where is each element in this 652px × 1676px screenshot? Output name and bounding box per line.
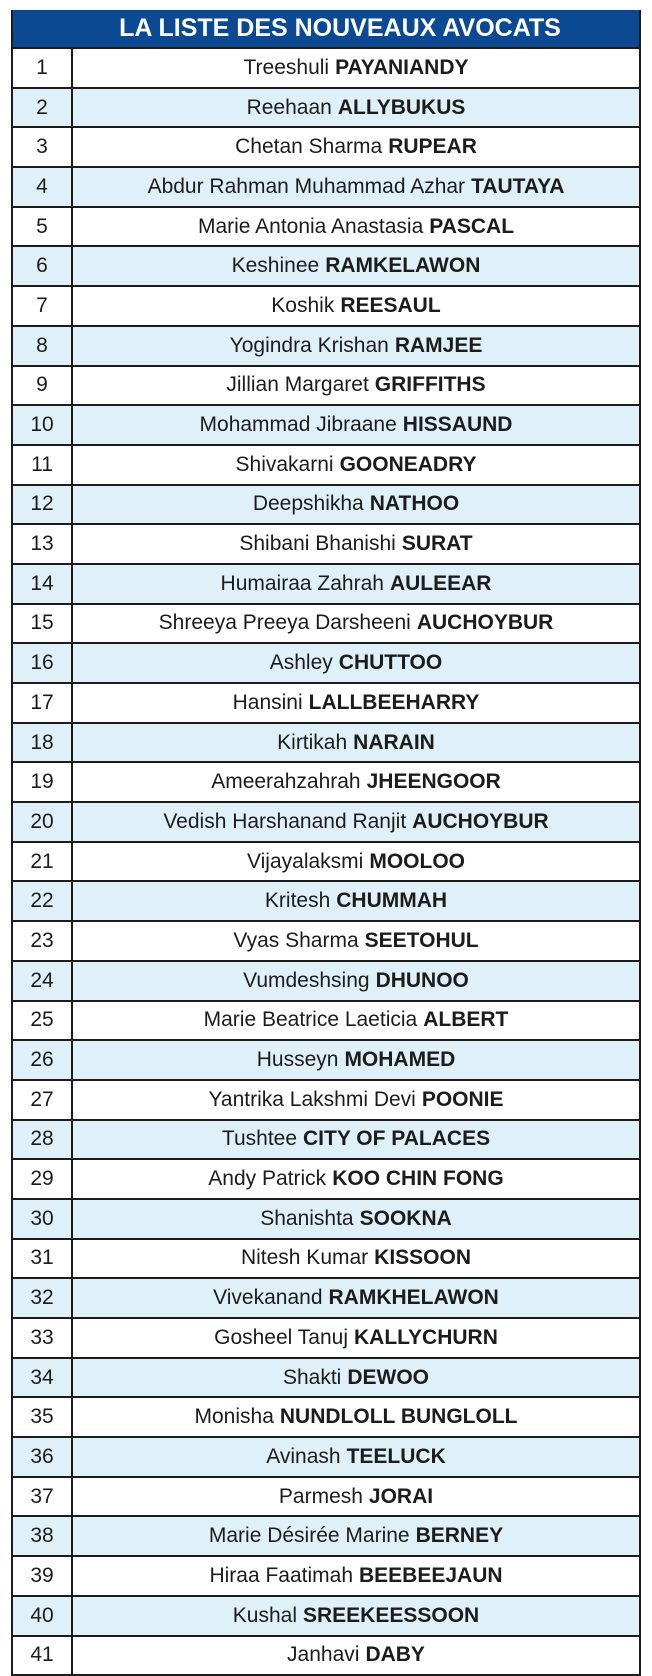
lawyer-name <box>73 843 639 881</box>
row-number: 15 <box>13 605 73 643</box>
lawyer-name <box>73 1438 639 1476</box>
lawyer-name <box>73 486 639 524</box>
given-names: Ashley <box>270 651 333 675</box>
surname: AUCHOYBUR <box>417 611 554 635</box>
lawyer-name <box>73 1160 639 1198</box>
lawyer-name <box>73 1359 639 1397</box>
table-row <box>13 605 639 645</box>
lawyer-name <box>73 1398 639 1436</box>
given-names: Koshik <box>271 294 334 318</box>
row-number: 30 <box>13 1200 73 1238</box>
surname: DABY <box>365 1643 425 1667</box>
surname: HISSAUND <box>403 413 513 437</box>
surname: AULEEAR <box>390 572 492 596</box>
surname: SEETOHUL <box>365 929 479 953</box>
lawyers-list-table <box>11 10 641 1676</box>
row-number: 39 <box>13 1557 73 1595</box>
table-row <box>13 49 639 89</box>
given-names: Husseyn <box>257 1048 339 1072</box>
lawyer-name <box>73 684 639 722</box>
table-row <box>13 1398 639 1438</box>
table-row <box>13 684 639 724</box>
table-row <box>13 1160 639 1200</box>
lawyer-name <box>73 1081 639 1119</box>
surname: RAMJEE <box>395 334 483 358</box>
surname: NATHOO <box>370 492 459 516</box>
table-row <box>13 1121 639 1161</box>
surname: LALLBEEHARRY <box>309 691 480 715</box>
given-names: Tushtee <box>222 1127 297 1151</box>
table-row <box>13 367 639 407</box>
given-names: Kushal <box>233 1604 297 1628</box>
given-names: Nitesh Kumar <box>241 1246 368 1270</box>
given-names: Andy Patrick <box>208 1167 326 1191</box>
surname: ALBERT <box>423 1008 508 1032</box>
row-number: 9 <box>13 367 73 405</box>
given-names: Vumdeshsing <box>243 969 369 993</box>
lawyer-name <box>73 247 639 285</box>
given-names: Shivakarni <box>236 453 334 477</box>
lawyer-name <box>73 605 639 643</box>
row-number: 29 <box>13 1160 73 1198</box>
surname: GRIFFITHS <box>375 373 486 397</box>
row-number: 3 <box>13 128 73 166</box>
surname: TAUTAYA <box>471 175 564 199</box>
lawyer-name <box>73 1240 639 1278</box>
given-names: Yogindra Krishan <box>230 334 389 358</box>
table-row <box>13 327 639 367</box>
table-row <box>13 525 639 565</box>
given-names: Gosheel Tanuj <box>214 1326 348 1350</box>
lawyer-name <box>73 1041 639 1079</box>
row-number: 34 <box>13 1359 73 1397</box>
lawyer-name <box>73 1597 639 1635</box>
row-number: 2 <box>13 89 73 127</box>
given-names: Humairaa Zahrah <box>221 572 384 596</box>
surname: SOOKNA <box>360 1207 452 1231</box>
row-number: 8 <box>13 327 73 365</box>
lawyer-name <box>73 406 639 444</box>
surname: CHUTTOO <box>339 651 442 675</box>
surname: JORAI <box>369 1485 433 1509</box>
lawyer-name <box>73 168 639 206</box>
lawyer-name <box>73 49 639 87</box>
row-number: 12 <box>13 486 73 524</box>
row-number: 14 <box>13 565 73 603</box>
given-names: Marie Beatrice Laeticia <box>204 1008 418 1032</box>
row-number: 10 <box>13 406 73 444</box>
table-row <box>13 1200 639 1240</box>
lawyer-name <box>73 644 639 682</box>
row-number: 20 <box>13 803 73 841</box>
lawyer-name <box>73 1002 639 1040</box>
table-row <box>13 843 639 883</box>
surname: DEWOO <box>347 1366 429 1390</box>
table-row <box>13 1240 639 1280</box>
lawyer-name <box>73 208 639 246</box>
given-names: Jillian Margaret <box>226 373 368 397</box>
table-row <box>13 446 639 486</box>
table-row <box>13 1438 639 1478</box>
lawyer-name <box>73 922 639 960</box>
given-names: Reehaan <box>247 96 332 120</box>
row-number: 38 <box>13 1517 73 1555</box>
given-names: Shreeya Preeya Darsheeni <box>159 611 411 635</box>
table-row <box>13 565 639 605</box>
row-number: 21 <box>13 843 73 881</box>
surname: RAMKHELAWON <box>329 1286 499 1310</box>
table-row <box>13 803 639 843</box>
table-row <box>13 1279 639 1319</box>
given-names: Chetan Sharma <box>235 135 382 159</box>
row-number: 24 <box>13 962 73 1000</box>
surname: GOONEADRY <box>340 453 477 477</box>
given-names: Deepshikha <box>253 492 364 516</box>
table-row <box>13 1319 639 1359</box>
surname: RUPEAR <box>388 135 477 159</box>
given-names: Vyas Sharma <box>233 929 358 953</box>
table-row <box>13 1359 639 1399</box>
surname: BERNEY <box>416 1524 504 1548</box>
row-number: 18 <box>13 724 73 762</box>
table-row <box>13 1002 639 1042</box>
row-number: 16 <box>13 644 73 682</box>
given-names: Parmesh <box>279 1485 363 1509</box>
lawyer-name <box>73 128 639 166</box>
surname: MOHAMED <box>344 1048 455 1072</box>
lawyer-name <box>73 962 639 1000</box>
given-names: Treeshuli <box>243 56 329 80</box>
lawyer-name <box>73 327 639 365</box>
table-row <box>13 724 639 764</box>
row-number: 37 <box>13 1478 73 1516</box>
given-names: Kirtikah <box>277 731 347 755</box>
lawyer-name <box>73 1557 639 1595</box>
row-number: 28 <box>13 1121 73 1159</box>
surname: NARAIN <box>353 731 435 755</box>
table-row <box>13 287 639 327</box>
table-row <box>13 1517 639 1557</box>
lawyer-name <box>73 1279 639 1317</box>
surname: MOOLOO <box>369 850 465 874</box>
lawyer-name <box>73 287 639 325</box>
lawyer-name <box>73 1637 639 1675</box>
table-row <box>13 1081 639 1121</box>
table-row <box>13 1637 639 1676</box>
surname: POONIE <box>422 1088 504 1112</box>
lawyer-name <box>73 525 639 563</box>
lawyer-name <box>73 763 639 801</box>
row-number: 13 <box>13 525 73 563</box>
lawyer-name <box>73 1200 639 1238</box>
lawyer-name <box>73 803 639 841</box>
lawyer-name <box>73 724 639 762</box>
row-number: 31 <box>13 1240 73 1278</box>
table-row <box>13 644 639 684</box>
table-row <box>13 922 639 962</box>
row-number: 40 <box>13 1597 73 1635</box>
table-row <box>13 1597 639 1637</box>
surname: PAYANIANDY <box>335 56 468 80</box>
row-number: 19 <box>13 763 73 801</box>
lawyer-name <box>73 882 639 920</box>
surname: SREEKEESSOON <box>303 1604 479 1628</box>
row-number: 7 <box>13 287 73 325</box>
table-row <box>13 406 639 446</box>
row-number: 1 <box>13 49 73 87</box>
row-number: 41 <box>13 1637 73 1675</box>
table-row <box>13 962 639 1002</box>
surname: KALLYCHURN <box>354 1326 498 1350</box>
surname: CHUMMAH <box>336 889 447 913</box>
given-names: Keshinee <box>232 254 320 278</box>
lawyer-name <box>73 89 639 127</box>
given-names: Hansini <box>233 691 303 715</box>
given-names: Vedish Harshanand Ranjit <box>163 810 406 834</box>
row-number: 23 <box>13 922 73 960</box>
surname: AUCHOYBUR <box>412 810 549 834</box>
lawyer-name <box>73 367 639 405</box>
surname: TEELUCK <box>347 1445 446 1469</box>
surname: SURAT <box>402 532 473 556</box>
table-row <box>13 1478 639 1518</box>
given-names: Ameerahzahrah <box>211 770 360 794</box>
surname: RAMKELAWON <box>325 254 480 278</box>
table-row <box>13 247 639 287</box>
given-names: Vivekanand <box>213 1286 322 1310</box>
row-number: 27 <box>13 1081 73 1119</box>
table-title: LA LISTE DES NOUVEAUX AVOCATS <box>13 10 639 49</box>
lawyer-name <box>73 1319 639 1357</box>
given-names: Kritesh <box>265 889 330 913</box>
surname: JHEENGOOR <box>367 770 501 794</box>
given-names: Shanishta <box>260 1207 353 1231</box>
row-number: 4 <box>13 168 73 206</box>
surname: CITY OF PALACES <box>303 1127 490 1151</box>
table-row <box>13 128 639 168</box>
given-names: Mohammad Jibraane <box>200 413 397 437</box>
lawyer-name <box>73 446 639 484</box>
row-number: 35 <box>13 1398 73 1436</box>
table-row <box>13 1041 639 1081</box>
given-names: Abdur Rahman Muhammad Azhar <box>148 175 466 199</box>
lawyer-name <box>73 1478 639 1516</box>
row-number: 17 <box>13 684 73 722</box>
table-row <box>13 486 639 526</box>
table-row <box>13 1557 639 1597</box>
given-names: Vijayalaksmi <box>247 850 363 874</box>
row-number: 25 <box>13 1002 73 1040</box>
row-number: 6 <box>13 247 73 285</box>
given-names: Avinash <box>266 1445 340 1469</box>
lawyer-name <box>73 565 639 603</box>
given-names: Hiraa Faatimah <box>209 1564 353 1588</box>
table-row <box>13 882 639 922</box>
given-names: Shibani Bhanishi <box>239 532 395 556</box>
given-names: Marie Désirée Marine <box>209 1524 410 1548</box>
table-row <box>13 168 639 208</box>
table-row <box>13 763 639 803</box>
surname: NUNDLOLL BUNGLOLL <box>280 1405 518 1429</box>
surname: BEEBEEJAUN <box>359 1564 503 1588</box>
surname: KOO CHIN FONG <box>332 1167 504 1191</box>
given-names: Yantrika Lakshmi Devi <box>208 1088 415 1112</box>
row-number: 33 <box>13 1319 73 1357</box>
surname: REESAUL <box>340 294 440 318</box>
given-names: Janhavi <box>287 1643 359 1667</box>
surname: ALLYBUKUS <box>338 96 466 120</box>
row-number: 32 <box>13 1279 73 1317</box>
given-names: Marie Antonia Anastasia <box>198 215 423 239</box>
given-names: Monisha <box>195 1405 274 1429</box>
surname: DHUNOO <box>376 969 469 993</box>
row-number: 5 <box>13 208 73 246</box>
row-number: 22 <box>13 882 73 920</box>
row-number: 11 <box>13 446 73 484</box>
row-number: 26 <box>13 1041 73 1079</box>
row-number: 36 <box>13 1438 73 1476</box>
lawyer-name <box>73 1517 639 1555</box>
table-row <box>13 208 639 248</box>
lawyer-name <box>73 1121 639 1159</box>
surname: PASCAL <box>429 215 514 239</box>
given-names: Shakti <box>283 1366 341 1390</box>
table-row <box>13 89 639 129</box>
table-body <box>13 49 639 1676</box>
surname: KISSOON <box>374 1246 471 1270</box>
